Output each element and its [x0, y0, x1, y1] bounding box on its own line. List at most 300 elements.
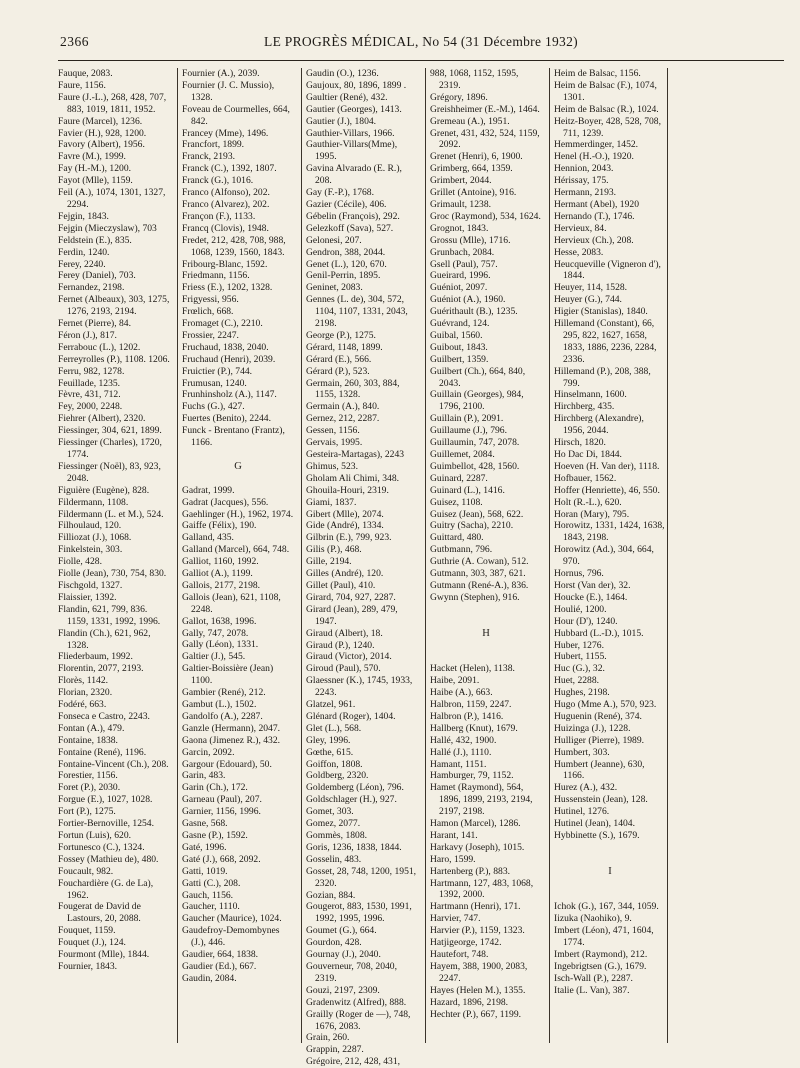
list-item: Funck - Brentano (Frantz), 1166.: [182, 425, 285, 449]
list-item: Grappin, 2287.: [306, 1044, 364, 1056]
list-item: Fiessinger, 304, 621, 1899.: [58, 425, 162, 437]
list-item: Gallois (Jean), 621, 1108, 2248.: [182, 591, 281, 615]
list-item: Gwynn (Stephen), 916.: [430, 591, 520, 603]
list-item: Gaiffe (Félix), 190.: [182, 520, 257, 532]
list-item: Hirsch, 1820.: [554, 437, 606, 449]
list-item: Horowitz (Ad.), 304, 664, 970.: [554, 544, 654, 568]
list-item: Girard (Jean), 289, 479, 1947.: [306, 603, 398, 627]
list-item: Gueirard, 1996.: [430, 270, 491, 282]
list-item: Hugo (Mme A.), 570, 923.: [554, 699, 657, 711]
list-item: Gilbrin (E.), 799, 923.: [306, 532, 392, 544]
list-item: Fortun (Luis), 620.: [58, 830, 132, 841]
list-item: Franco (Alfonso), 202.: [182, 187, 270, 199]
list-item: Grenet, 431, 432, 524, 1159, 2092.: [430, 127, 540, 151]
list-item: Guillemet, 2084.: [430, 449, 495, 460]
list-item: Houcke (E.), 1464.: [554, 591, 628, 603]
list-item: Heim de Balsac (F.), 1074, 1301.: [554, 79, 657, 103]
list-item: Gally (Léon), 1331.: [182, 639, 259, 651]
list-item: Gilles (André), 120.: [306, 568, 384, 580]
list-item: Gouzi, 2197, 2309.: [306, 984, 380, 996]
list-item: Garin (Ch.), 172.: [182, 782, 248, 794]
list-item: Gautier (Georges), 1413.: [306, 103, 402, 115]
list-item: Fodéré, 663.: [58, 699, 107, 711]
list-item: Grunbach, 2084.: [430, 246, 495, 258]
list-item: Gérard (E.), 566.: [306, 353, 372, 365]
list-item: Grognot, 1843.: [430, 222, 489, 234]
list-item: Hautefort, 748.: [430, 949, 489, 960]
list-item: Hechter (P.), 667, 1199.: [430, 1008, 522, 1020]
list-item: Humbert, 303.: [554, 746, 610, 758]
list-item: Fuchs (G.), 427.: [182, 401, 245, 413]
list-item: Harvier, 747.: [430, 913, 481, 925]
list-item: Gavina Alvarado (E. R.), 208.: [306, 163, 402, 187]
list-item: Guinard, 2287.: [430, 472, 488, 484]
list-item: Gallot, 1638, 1996.: [182, 615, 257, 627]
list-item: Fiessinger (Noël), 83, 923, 2048.: [58, 460, 161, 484]
list-item: Gatti (C.), 208.: [182, 877, 241, 889]
list-item: Gauthier-Villars(Mme), 1995.: [306, 139, 398, 163]
list-item: Fruictier (P.), 744.: [182, 365, 253, 377]
list-item: Hirchberg (Alexandre), 1956, 2044.: [554, 413, 644, 437]
list-item: Gargour (Edouard), 50.: [182, 758, 272, 770]
list-item: Galtier-Boissière (Jean) 1100.: [182, 663, 274, 687]
list-item: Guimbellot, 428, 1560.: [430, 460, 520, 472]
index-column-4: [430, 68, 542, 1043]
list-item: Gomez, 2077.: [306, 818, 361, 830]
list-item: Francfort, 1899.: [182, 139, 245, 151]
list-item: Glaessner (K.), 1745, 1933, 2243.: [306, 675, 413, 699]
list-item: Fournier (J. C. Mussio), 1328.: [182, 79, 275, 103]
list-item: Gaujoux, 80, 1896, 1899 .: [306, 79, 407, 91]
list-item: Gadrat (Jacques), 556.: [182, 496, 269, 508]
list-item: Goldberg, 2320.: [306, 770, 369, 782]
spacer: [554, 854, 666, 866]
list-item: Halbron, 1159, 2247.: [430, 698, 512, 710]
list-item: Fontaine-Vincent (Ch.), 208.: [58, 758, 169, 770]
section-letter: I: [608, 865, 612, 877]
list-item: Gambut (L.), 1502.: [182, 699, 257, 710]
list-item: Fernet (Pierre), 84.: [58, 318, 131, 330]
list-item: Gérard, 1148, 1899.: [306, 341, 383, 353]
list-item: Guillain (Georges), 984, 1796, 2100.: [430, 389, 524, 413]
list-item: Féron (J.), 817.: [58, 329, 117, 341]
list-item: Fay (H.-M.), 1200.: [58, 163, 132, 175]
list-item: Fouquet, 1159.: [58, 925, 116, 937]
list-item: Fiolle (Jean), 730, 754, 830.: [58, 568, 167, 580]
list-item: Hillemand (Constant), 66, 295, 822, 1627, 1658, 1833, 1886, 2236, 2284, 2336.: [554, 318, 657, 365]
list-item: Hermant (Abel), 1920: [554, 198, 639, 210]
list-item: Franck (C.), 1392, 1807.: [182, 163, 277, 175]
list-item: Hennion, 2043.: [554, 163, 614, 175]
list-item: Hutinel (Jean), 1404.: [554, 818, 635, 830]
list-item: Heuyer (G.), 744.: [554, 294, 622, 306]
list-item: Flaissier, 1392.: [58, 591, 117, 603]
list-item: Gennes (L. de), 304, 572, 1104, 1107, 1331, 2043, 2198.: [306, 294, 408, 330]
list-item: Galland, 435.: [182, 532, 234, 544]
list-item: Foret (P.), 2030.: [58, 782, 121, 794]
list-item: Françon (F.), 1133.: [182, 210, 256, 222]
list-item: Fourmont (Mlle), 1844.: [58, 949, 150, 961]
list-item: Galliot (A.), 1199.: [182, 568, 253, 580]
list-item: Florentin, 2077, 2193.: [58, 663, 144, 675]
list-item: Houlié, 1200.: [554, 603, 607, 615]
list-item: Ferey (Daniel), 703.: [58, 270, 136, 282]
list-item: Gaudier, 664, 1838.: [182, 949, 259, 961]
list-item: Holt (R.-L.), 620.: [554, 496, 622, 508]
list-item: Gillet (Paul), 410.: [306, 579, 376, 591]
list-item: Hervieux (Ch.), 208.: [554, 234, 634, 246]
list-item: Fuertes (Benito), 2244.: [182, 413, 271, 425]
list-item: Iizuka (Naohiko), 9.: [554, 913, 632, 925]
list-item: Goiffon, 1808.: [306, 758, 363, 770]
list-item: Gazier (Cécile), 406.: [306, 198, 387, 210]
list-item: Gaudin, 2084.: [182, 972, 237, 984]
list-item: Hughes, 2198.: [554, 687, 610, 699]
list-item: Fredet, 212, 428, 708, 988, 1068, 1239, 1560, 1843.: [182, 234, 286, 258]
list-item: Gouverneur, 708, 2040, 2319.: [306, 960, 398, 984]
list-item: Fejgin (Mieczyslaw), 703: [58, 222, 157, 234]
list-item: Fiolle, 428.: [58, 556, 102, 568]
list-item: Frigyessi, 956.: [182, 294, 239, 306]
list-item: Gilis (P.), 468.: [306, 544, 362, 556]
list-item: Ferrabouc (L.), 1202.: [58, 341, 141, 353]
list-item: Fortier-Bernoville, 1254.: [58, 818, 154, 830]
list-item: Fernandez, 2198.: [58, 282, 125, 294]
list-item: Gaucher (Maurice), 1024.: [182, 913, 282, 925]
list-item: Harkavy (Joseph), 1015.: [430, 841, 525, 853]
list-item: Hallé, 432, 1900.: [430, 734, 497, 746]
list-item: Gérard (P.), 523.: [306, 365, 370, 377]
list-item: Hartenberg (P.), 883.: [430, 865, 511, 877]
list-item: Guisez (Jean), 568, 622.: [430, 508, 524, 520]
list-item: Flandin (Ch.), 621, 962, 1328.: [58, 627, 151, 651]
list-item: Guthrie (A. Cowan), 512.: [430, 556, 529, 568]
list-item: Galliot, 1160, 1992.: [182, 556, 259, 568]
list-item: Huizinga (J.), 1228.: [554, 722, 631, 734]
list-item: Favier (H.), 928, 1200.: [58, 127, 147, 139]
list-item: Giraud (P.), 1240.: [306, 639, 375, 651]
list-item: Ghimus, 523.: [306, 460, 358, 472]
list-item: Gauch, 1156.: [182, 889, 234, 901]
list-item: Hemmerdinger, 1452.: [554, 139, 639, 151]
list-item: Forestier, 1156.: [58, 770, 118, 782]
list-item: Hinselmann, 1600.: [554, 389, 627, 401]
list-item: Hallberg (Knut), 1679.: [430, 722, 518, 734]
list-item: Ferey, 2240.: [58, 258, 106, 270]
list-item: Grossu (Mlle), 1716.: [430, 234, 511, 246]
column-divider: [549, 68, 550, 1043]
list-item: Fayot (Mlle), 1159.: [58, 175, 133, 187]
list-item: Fiehrer (Albert), 2320.: [58, 413, 146, 425]
list-item: Ingebrigtsen (G.), 1679.: [554, 960, 647, 972]
list-item: Gelonesi, 207.: [306, 234, 362, 246]
list-item: Hérissay, 175.: [554, 175, 609, 187]
list-item: Hurez (A.), 432.: [554, 782, 618, 794]
list-item: Huc (G.), 32.: [554, 663, 605, 675]
list-item: Gide (André), 1334.: [306, 520, 384, 532]
list-item: Fribourg-Blanc, 1592.: [182, 258, 268, 270]
list-item: Fiessinger (Charles), 1720, 1774.: [58, 437, 162, 460]
list-item: Forgue (E.), 1027, 1028.: [58, 794, 153, 806]
list-item: Giami, 1837.: [306, 496, 357, 508]
list-item: Grégory, 1896.: [430, 91, 488, 103]
list-item: Guévrand, 124.: [430, 318, 490, 330]
list-item: Greishheimer (E.-M.), 1464.: [430, 103, 540, 115]
list-item: Fejgin, 1843.: [58, 210, 109, 222]
list-item: Harvier (P.), 1159, 1323.: [430, 925, 525, 937]
list-item: Favory (Albert), 1956.: [58, 139, 145, 151]
list-item: Gally, 747, 2078.: [182, 627, 249, 639]
list-item: Guittard, 480.: [430, 532, 484, 544]
list-item: Fouchardière (G. de La), 1962.: [58, 877, 154, 901]
list-item: Hussenstein (Jean), 128.: [554, 794, 648, 806]
list-item: Heuyer, 114, 1528.: [554, 282, 628, 294]
list-item: Huguenin (René), 374.: [554, 710, 642, 722]
list-item: Hesse, 2083.: [554, 246, 604, 258]
list-item: Fontan (A.), 479.: [58, 722, 125, 734]
list-item: Fey, 2000, 2248.: [58, 401, 123, 413]
list-item: Gaudefroy-Demombynes (J.), 446.: [182, 925, 280, 949]
list-item: Franco (Alvarez), 202.: [182, 198, 270, 210]
list-item: Ferru, 982, 1278.: [58, 365, 125, 377]
list-item: Hubbard (L.-D.), 1015.: [554, 627, 644, 639]
list-item: Hallé (J.), 1110.: [430, 746, 492, 758]
list-item: Haibe, 2091.: [430, 675, 480, 687]
list-item: Hartmann (Henri), 171.: [430, 901, 521, 913]
list-item: Hamet (Raymond), 564, 1896, 1899, 2193, 2194, 2197, 2198.: [430, 782, 533, 818]
list-item: Guillaume (J.), 796.: [430, 425, 508, 437]
list-item: Frunhinsholz (A.), 1147.: [182, 389, 277, 401]
list-item: Hulliger (Pierre), 1989.: [554, 734, 645, 746]
list-item: Haro, 1599.: [430, 853, 476, 865]
list-item: Italie (L. Van), 387.: [554, 984, 630, 996]
header-rule: [58, 60, 784, 61]
list-item: Gsell (Paul), 757.: [430, 258, 498, 270]
list-item: Gallois, 2177, 2198.: [182, 579, 261, 591]
spacer: [430, 651, 542, 663]
list-item: Horowitz, 1331, 1424, 1638, 1843, 2198.: [554, 520, 665, 544]
list-item: Heim de Balsac, 1156.: [554, 68, 641, 79]
list-item: Friess (E.), 1202, 1328.: [182, 282, 273, 294]
list-item: Gradenwitz (Alfred), 888.: [306, 996, 407, 1008]
list-item: Imbert (Léon), 471, 1604, 1774.: [554, 925, 654, 949]
list-item: Fèvre, 431, 712.: [58, 389, 121, 401]
list-item: Figuière (Eugène), 828.: [58, 484, 150, 496]
list-item: Gessen, 1156.: [306, 425, 360, 437]
list-item: Gibert (Mlle), 2074.: [306, 508, 384, 520]
list-item: Heucqueville (Vigneron d'), 1844.: [554, 258, 661, 282]
list-item: 988, 1068, 1152, 1595, 2319.: [430, 68, 519, 91]
list-item: Heitz-Boyer, 428, 528, 708, 711, 1239.: [554, 115, 661, 139]
spacer: [430, 639, 542, 651]
list-item: Fernet (Albeaux), 303, 1275, 1276, 2193, 2194.: [58, 294, 170, 318]
list-item: Fruchaud, 1838, 2040.: [182, 341, 269, 353]
list-item: Faure (Marcel), 1236.: [58, 115, 143, 127]
list-item: Hazard, 1896, 2198.: [430, 996, 509, 1008]
list-item: Favre (M.), 1999.: [58, 151, 126, 163]
list-item: Gosselin, 483.: [306, 853, 362, 865]
list-item: Francq (Clovis), 1948.: [182, 222, 269, 234]
index-column-2: [182, 68, 294, 1043]
list-item: Guillain (P.), 2091.: [430, 413, 504, 425]
list-item: Francey (Mme), 1496.: [182, 127, 269, 139]
list-item: Ho Dac Di, 1844.: [554, 449, 622, 460]
list-item: Gasne, 568.: [182, 818, 228, 830]
list-item: Hornus, 796.: [554, 568, 604, 580]
list-item: Glénard (Roger), 1404.: [306, 710, 396, 722]
list-item: Geninet, 2083.: [306, 282, 363, 294]
list-item: Halbron (P.), 1416.: [430, 710, 504, 722]
list-item: Guérithault (B.), 1235.: [430, 306, 518, 318]
list-item: Gatti, 1019.: [182, 865, 228, 877]
list-item: Florès, 1142.: [58, 675, 109, 687]
list-item: Gaté, 1996.: [182, 841, 227, 853]
list-item: Hamburger, 79, 1152.: [430, 770, 514, 782]
list-item: Fromaget (C.), 2210.: [182, 318, 263, 330]
spacer: [430, 604, 542, 616]
list-item: Gutmann, 303, 387, 621.: [430, 568, 526, 580]
list-item: Gaudier (Ed.), 667.: [182, 960, 257, 972]
list-item: Gesteira-Martagas), 2243: [306, 449, 405, 460]
list-item: Feil (A.), 1074, 1301, 1327, 2294.: [58, 187, 166, 210]
list-item: Hutinel, 1276.: [554, 806, 610, 818]
list-item: Huber, 1276.: [554, 639, 604, 651]
list-item: Gaehlinger (H.), 1962, 1974.: [182, 508, 294, 520]
list-item: Finkelstein, 303.: [58, 544, 123, 556]
list-item: Hermann, 2193.: [554, 187, 617, 199]
list-item: Guisez, 1108.: [430, 496, 483, 508]
spacer: [182, 449, 294, 461]
list-item: Ganzle (Hermann), 2047.: [182, 722, 281, 734]
column-divider: [301, 68, 302, 1043]
list-item: Hernando (T.), 1746.: [554, 210, 635, 222]
list-item: Fildermann, 1108.: [58, 496, 129, 508]
list-item: Filliozat (J.), 1068.: [58, 532, 132, 544]
list-item: Fort (P.), 1275.: [58, 806, 116, 818]
index-column-1: [58, 68, 170, 1043]
list-item: Hybbinette (S.), 1679.: [554, 830, 640, 841]
list-item: Genet (L.), 120, 670.: [306, 258, 387, 270]
list-item: Haibe (A.), 663.: [430, 687, 493, 699]
list-item: Hervieux, 84.: [554, 222, 607, 234]
list-item: Humbert (Jeanne), 630, 1166.: [554, 758, 645, 782]
index-column-6: [672, 68, 788, 1043]
list-item: Grain, 260.: [306, 1032, 350, 1044]
index-column-5: [554, 68, 666, 1043]
list-item: Gendron, 388, 2044.: [306, 246, 386, 258]
list-item: Guibal, 1560.: [430, 329, 483, 341]
list-item: Hillemand (P.), 208, 388, 799.: [554, 365, 651, 389]
list-item: Grillet (Antoine), 916.: [430, 187, 517, 199]
list-item: Feuillade, 1235.: [58, 377, 121, 389]
list-item: Gay (F.-P.), 1768.: [306, 187, 374, 199]
list-item: Grégoire, 212, 428, 431,: [306, 1056, 401, 1068]
list-item: Hartmann, 127, 483, 1068, 1392, 2000.: [430, 877, 534, 901]
list-item: Fliederbaum, 1992.: [58, 651, 133, 663]
list-item: Fontaine, 1838.: [58, 734, 118, 746]
list-item: Foucault, 982.: [58, 865, 114, 877]
list-item: Gernez, 212, 2287.: [306, 413, 380, 425]
list-item: Frœlich, 668.: [182, 306, 234, 318]
running-title: LE PROGRÈS MÉDICAL, No 54 (31 Décembre 1932): [264, 34, 578, 49]
section-letter: H: [482, 627, 490, 639]
list-item: Grenet (Henri), 6, 1900.: [430, 151, 523, 163]
list-item: Guibout, 1843.: [430, 341, 488, 353]
list-item: Gaona (Jimenez R.), 432.: [182, 734, 281, 746]
list-item: Gaté (J.), 668, 2092.: [182, 853, 261, 865]
list-item: Hamant, 1151.: [430, 758, 487, 770]
list-item: Gosset, 28, 748, 1200, 1951, 2320.: [306, 865, 417, 889]
list-item: Fortunesco (C.), 1324.: [58, 841, 145, 853]
list-item: Fonseca e Castro, 2243.: [58, 710, 150, 722]
list-item: Gaudin (O.), 1236.: [306, 68, 379, 79]
list-item: Gautier (J.), 1804.: [306, 115, 377, 127]
list-item: Girard, 704, 927, 2287.: [306, 591, 396, 603]
list-item: Gaultier (René), 432.: [306, 91, 388, 103]
list-item: Henel (H.-O.), 1920.: [554, 151, 634, 163]
list-item: Guitry (Sacha), 2210.: [430, 520, 514, 532]
list-item: Ichok (G.), 167, 344, 1059.: [554, 901, 659, 913]
list-item: Isch-Wall (P.), 2287.: [554, 972, 633, 984]
list-item: Gutmann (René-A.), 836.: [430, 579, 529, 591]
list-item: Grimberg, 664, 1359.: [430, 163, 513, 175]
list-item: Giraud (Albert), 18.: [306, 627, 383, 639]
list-item: Fontaine (René), 1196.: [58, 746, 147, 758]
list-item: Gœthe, 615.: [306, 746, 354, 758]
list-item: Giroud (Paul), 570.: [306, 663, 381, 675]
list-item: Grimbert, 2044.: [430, 175, 492, 187]
list-item: Ghouila-Houri, 2319.: [306, 484, 389, 496]
list-item: Higier (Stanislas), 1840.: [554, 306, 648, 318]
list-item: Hayes (Helen M.), 1355.: [430, 984, 526, 996]
list-item: Gadrat, 1999.: [182, 484, 235, 496]
list-item: Gelezkoff (Sava), 527.: [306, 222, 394, 234]
list-item: Guillaumin, 747, 2078.: [430, 437, 520, 449]
list-item: Goumet (G.), 664.: [306, 925, 377, 937]
list-item: Fauque, 2083.: [58, 68, 113, 79]
list-item: Garcin, 2092.: [182, 746, 235, 758]
list-item: Germain, 260, 303, 884, 1155, 1328.: [306, 377, 400, 401]
list-item: Glet (L.), 568.: [306, 722, 362, 734]
list-item: Guéniot, 2097.: [430, 282, 488, 294]
list-item: Gauthier-Villars, 1966.: [306, 127, 395, 139]
list-item: Ferreyrolles (P.), 1108. 1206.: [58, 353, 170, 365]
list-item: Fougerat de David de Lastours, 20, 2088.: [58, 901, 141, 925]
list-item: Hofbauer, 1562.: [554, 472, 617, 484]
column-divider: [667, 68, 668, 1043]
list-item: Gholam Ali Chimi, 348.: [306, 472, 400, 484]
list-item: Gournay (J.), 2040.: [306, 949, 381, 961]
list-item: Flandin, 621, 799, 836. 1159, 1331, 1992, 1996.: [58, 603, 161, 627]
spacer: [554, 889, 666, 901]
list-item: Gozian, 884.: [306, 889, 356, 901]
list-item: Ferdin, 1240.: [58, 246, 110, 258]
list-item: Gougerot, 883, 1530, 1991, 1992, 1995, 1996.: [306, 901, 412, 925]
list-item: Gomet, 303.: [306, 806, 354, 818]
list-item: Goris, 1236, 1838, 1844.: [306, 841, 402, 853]
list-item: Gley, 1996.: [306, 734, 351, 746]
list-item: Hubert, 1155.: [554, 651, 607, 663]
page-header: [58, 34, 784, 54]
index-column-3: [306, 68, 418, 1068]
section-letter: G: [234, 460, 242, 472]
list-item: Imbert (Raymond), 212.: [554, 949, 648, 960]
list-item: Gille, 2194.: [306, 556, 352, 568]
list-item: Goldschlager (H.), 927.: [306, 794, 397, 806]
list-item: Giraud (Victor), 2014.: [306, 651, 392, 663]
list-item: Garin, 483.: [182, 770, 226, 782]
list-item: Gébelin (François), 292.: [306, 210, 400, 222]
